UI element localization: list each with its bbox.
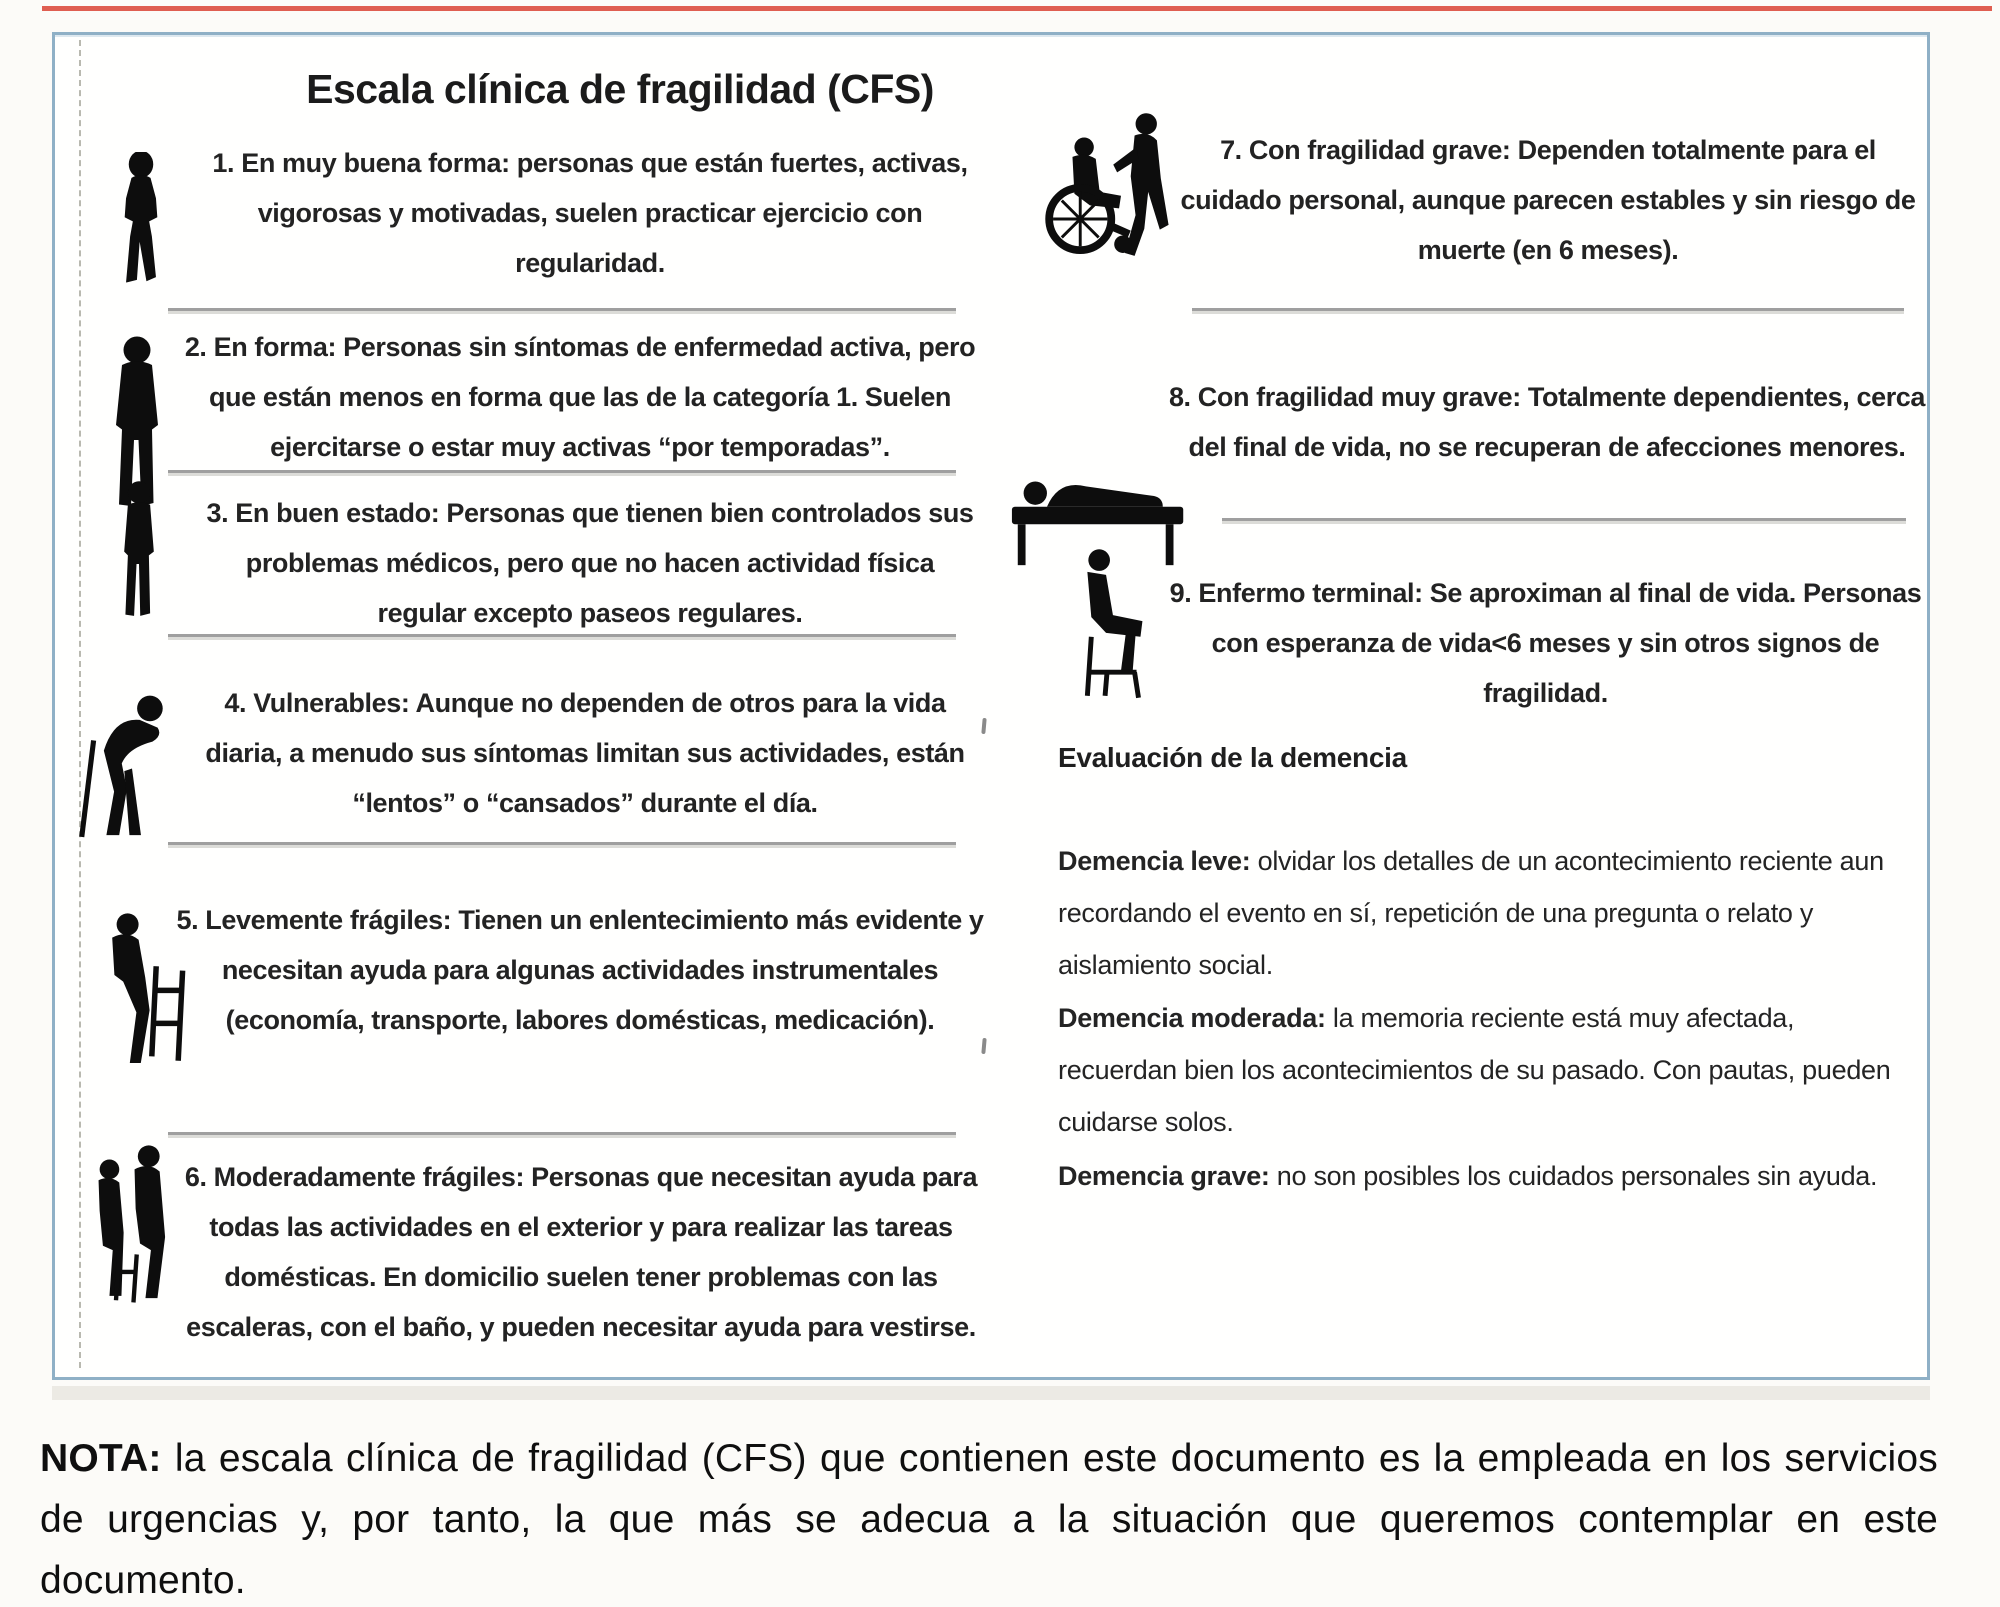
- dementia-mild: [1058, 835, 1910, 991]
- dementia-severe-text: no son posibles los cuidados personales sin ayuda.: [1269, 1161, 1878, 1191]
- separator: [168, 842, 956, 845]
- page-title: Escala clínica de fragilidad (CFS): [306, 66, 934, 112]
- top-red-divider: [42, 6, 1992, 11]
- person-standing-icon: [98, 480, 180, 622]
- person-with-cane-icon: [68, 686, 196, 846]
- dementia-mild-text: olvidar los detalles de un acontecimiento reciente aun recordando el evento en sí, repetición de una pregunta o relato y aislamiento social.: [1058, 846, 1884, 980]
- dementia-severe-label: Demencia grave:: [1058, 1161, 1270, 1191]
- separator: [1222, 518, 1906, 521]
- scale-item-8: 8. Con fragilidad muy grave: Totalmente dependientes, cerca del final de vida, no se recuperan de afecciones menores.: [1168, 382, 1926, 462]
- scale-item-3: 3. En buen estado: Personas que tienen bien controlados sus problemas médicos, pero que no hacen actividad física regular excepto paseos regulares.: [206, 498, 974, 628]
- separator: [168, 634, 956, 637]
- box-shadow-band: [52, 1386, 1930, 1400]
- scale-item-4: 4. Vulnerables: Aunque no dependen de otros para la vida diaria, a menudo sus síntomas limitan sus actividades, están “lentos” o “cansados” durante el día.: [205, 688, 965, 818]
- note-paragraph: [40, 1428, 1938, 1607]
- wheelchair-user-icon: [1022, 108, 1187, 264]
- scale-item-6: 6. Moderadamente frágiles: Personas que necesitan ayuda para todas las actividades en el exterior y para realizar las tareas domésticas. En domicilio suelen tener problemas con las escaleras, con el baño, y pueden necesitar ayuda para vestirse.: [184, 1162, 978, 1342]
- dementia-moderate: [1058, 992, 1910, 1148]
- separator: [1192, 308, 1904, 311]
- separator: [168, 470, 956, 473]
- dementia-heading: Evaluación de la demencia: [1058, 742, 1407, 773]
- scale-item-9: 9. Enfermo terminal: Se aproximan al final de vida. Personas con esperanza de vida<6 meses y sin otros signos de fragilidad.: [1169, 578, 1922, 708]
- note-label: NOTA:: [40, 1437, 162, 1480]
- separator: [168, 308, 956, 311]
- person-sitting-icon: [1050, 545, 1168, 705]
- scale-item-5: 5. Levemente frágiles: Tienen un enlentecimiento más evidente y necesitan ayuda para algunas actividades instrumentales (economía, transporte, labores domésticas, medicación).: [176, 905, 984, 1035]
- scale-item-1: 1. En muy buena forma: personas que están fuertes, activas, vigorosas y motivadas, suelen practicar ejercicio con regularidad.: [212, 148, 968, 278]
- scale-item-7: 7. Con fragilidad grave: Dependen totalmente para el cuidado personal, aunque parecen estables y sin riesgo de muerte (en 6 meses).: [1180, 135, 1916, 265]
- dementia-moderate-label: Demencia moderada:: [1058, 1003, 1326, 1033]
- dementia-mild-label: Demencia leve:: [1058, 846, 1251, 876]
- note-text: la escala clínica de fragilidad (CFS) que contienen este documento es la empleada en los servicios de urgencias y, por tanto, la que más se adecua a la situación que queremos contemplar en este documento.: [40, 1437, 1938, 1602]
- scale-item-2: 2. En forma: Personas sin síntomas de enfermedad activa, pero que están menos en forma que las de la categoría 1. Suelen ejercitarse o estar muy activas “por temporadas”.: [184, 332, 976, 462]
- person-walking-icon: [100, 152, 182, 288]
- dementia-moderate-text: la memoria reciente está muy afectada, recuerdan bien los acontecimientos de su pasado. Con pautas, pueden cuidarse solos.: [1058, 1003, 1891, 1137]
- dementia-severe: [1058, 1150, 1910, 1202]
- separator: [168, 1132, 956, 1135]
